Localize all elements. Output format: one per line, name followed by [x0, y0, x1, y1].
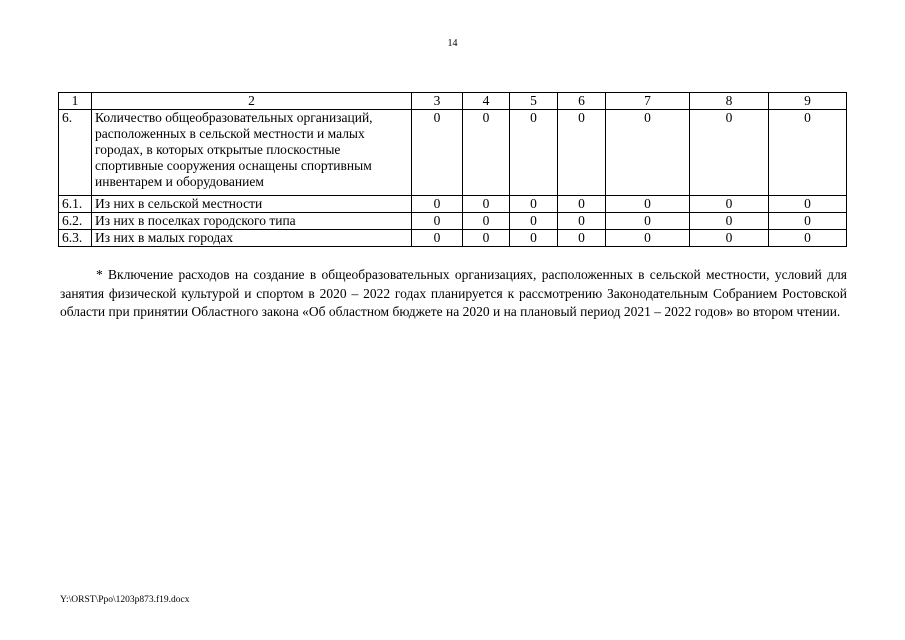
value-cell: 0: [412, 110, 463, 196]
table-row: [59, 110, 847, 196]
value-cell: 0: [510, 213, 558, 230]
row-number: 6.: [59, 110, 92, 196]
header-cell: 9: [769, 93, 847, 110]
row-name: Из них в поселках городского типа: [92, 213, 412, 230]
value-cell: 0: [690, 230, 769, 247]
value-cell: 0: [606, 110, 690, 196]
page-number: 14: [447, 38, 458, 49]
row-number: 6.1.: [59, 196, 92, 213]
value-cell: 0: [463, 196, 510, 213]
value-cell: 0: [558, 110, 606, 196]
row-number: 6.3.: [59, 230, 92, 247]
indicators-table: [58, 92, 847, 247]
table-row: [59, 230, 847, 247]
value-cell: 0: [769, 196, 847, 213]
header-cell: 6: [558, 93, 606, 110]
value-cell: 0: [463, 213, 510, 230]
file-path: Y:\ORST\Ppo\1203p873.f19.docx: [60, 595, 190, 605]
value-cell: 0: [463, 110, 510, 196]
row-name: Из них в сельской местности: [92, 196, 412, 213]
value-cell: 0: [690, 213, 769, 230]
value-cell: 0: [606, 213, 690, 230]
header-cell: 8: [690, 93, 769, 110]
row-name: Количество общеобразовательных организаций, расположенных в сельской местности и малых городах, в которых открытые плоскостные спортивные сооружения оснащены спортивным инвентарем и оборудованием: [92, 110, 412, 196]
header-cell: 2: [92, 93, 412, 110]
header-cell: 5: [510, 93, 558, 110]
row-number: 6.2.: [59, 213, 92, 230]
value-cell: 0: [558, 196, 606, 213]
value-cell: 0: [769, 230, 847, 247]
value-cell: 0: [558, 230, 606, 247]
value-cell: 0: [510, 230, 558, 247]
table-row: [59, 213, 847, 230]
value-cell: 0: [769, 110, 847, 196]
header-cell: 3: [412, 93, 463, 110]
value-cell: 0: [690, 110, 769, 196]
value-cell: 0: [606, 196, 690, 213]
value-cell: 0: [769, 213, 847, 230]
value-cell: 0: [606, 230, 690, 247]
header-cell: 7: [606, 93, 690, 110]
value-cell: 0: [412, 196, 463, 213]
value-cell: 0: [412, 230, 463, 247]
value-cell: 0: [510, 110, 558, 196]
row-name: Из них в малых городах: [92, 230, 412, 247]
table-row: [59, 196, 847, 213]
header-cell: 4: [463, 93, 510, 110]
footnote: * Включение расходов на создание в общеобразовательных организациях, расположенных в сельской местности, условий для занятия физической культурой и спортом в 2020 – 2022 годах планируется к рассмотрению Законодательным Собранием Ростовской области при принятии Областного закона «Об областном бюджете на 2020 и на плановый период 2021 – 2022 годов» во втором чтении.: [60, 267, 847, 319]
value-cell: 0: [510, 196, 558, 213]
value-cell: 0: [463, 230, 510, 247]
value-cell: 0: [412, 213, 463, 230]
value-cell: 0: [690, 196, 769, 213]
header-row: [59, 93, 847, 110]
header-cell: 1: [59, 93, 92, 110]
value-cell: 0: [558, 213, 606, 230]
